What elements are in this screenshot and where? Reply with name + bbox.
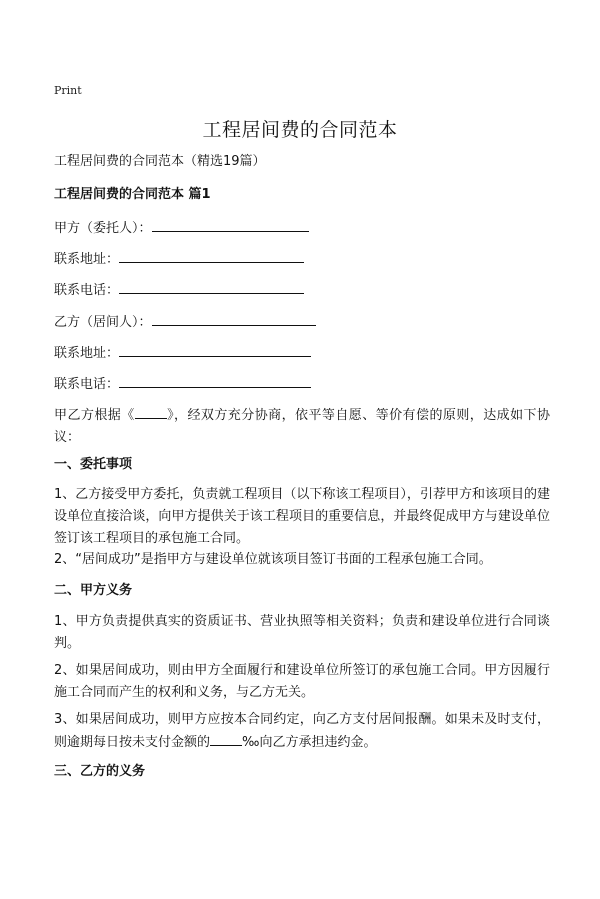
field-label: 联系地址： (54, 346, 120, 361)
field-label: 乙方（居间人）： (54, 315, 152, 330)
field-label: 联系电话： (54, 283, 120, 298)
intro-text-end: 》，经双方充分协商，依平等自愿、等价有偿的原则，达成如下协议： (54, 408, 550, 445)
section2-paragraph3 (54, 709, 550, 754)
section-heading-1: 一、委托事项 (54, 457, 133, 472)
paragraph3-text-start: 3、如果居间成功，则甲方应按本合同约定，向乙方支付居间报酬。如果未及时支付，则逾期每日按未支付金额的 (54, 712, 550, 750)
section2-paragraph2: 2、如果居间成功，则由甲方全面履行和建设单位所签订的承包施工合同。甲方因履行施工合同而产生的权利和义务，与乙方无关。 (54, 663, 550, 700)
blank-line (119, 248, 304, 263)
blank-line (119, 373, 311, 388)
document-subtitle: 工程居间费的合同范本（精选19篇） (54, 154, 266, 169)
section1-paragraph1: 1、乙方接受甲方委托，负责就工程项目（以下称该工程项目），引荐甲方和该项目的建设单位直接洽谈，向甲方提供关于该工程项目的重要信息，并最终促成甲方与建设单位签订该工程项目的承包施工合同。 (54, 487, 550, 546)
blank-line (119, 342, 311, 357)
document-title: 工程居间费的合同范本 (202, 119, 398, 141)
section-heading-3: 三、乙方的义务 (54, 764, 146, 779)
section-heading-2: 二、甲方义务 (54, 583, 133, 598)
blank-line (152, 311, 316, 326)
field-phone-b (54, 373, 550, 395)
blank-line (135, 404, 167, 419)
blank-line (152, 217, 309, 232)
blank-line (210, 731, 242, 746)
field-address-b (54, 342, 550, 364)
field-phone-a (54, 279, 550, 301)
section-heading-part1: 工程居间费的合同范本 篇1 (54, 187, 211, 202)
field-label: 甲方（委托人）： (54, 221, 152, 236)
print-link[interactable]: Print (54, 84, 82, 97)
field-party-b (54, 311, 550, 333)
field-label: 联系电话： (54, 377, 120, 392)
field-party-a (54, 217, 550, 239)
blank-line (119, 279, 304, 294)
paragraph3-text-end: ‰向乙方承担违约金。 (242, 735, 377, 750)
intro-paragraph (54, 404, 550, 449)
section2-paragraph1: 1、甲方负责提供真实的资质证书、营业执照等相关资料；负责和建设单位进行合同谈判。 (54, 614, 550, 651)
section1-paragraph2: 2、“居间成功”是指甲方与建设单位就该项目签订书面的工程承包施工合同。 (54, 552, 492, 567)
intro-text-start: 甲乙方根据《 (54, 408, 135, 423)
field-address-a (54, 248, 550, 270)
field-label: 联系地址： (54, 252, 120, 267)
